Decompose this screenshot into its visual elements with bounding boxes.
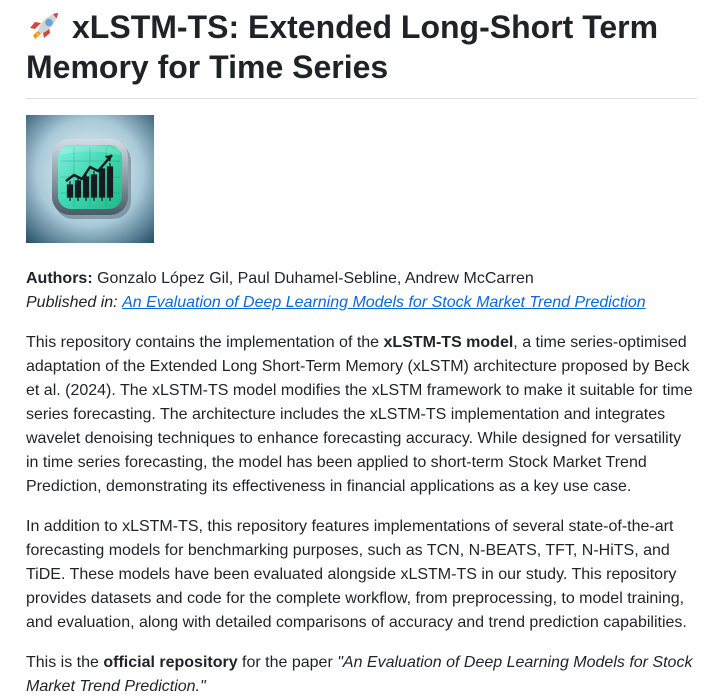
rocket-icon — [26, 10, 62, 42]
official-text-middle: for the paper — [237, 654, 338, 671]
candlestick-chart-app-icon — [26, 115, 154, 243]
page-title — [26, 0, 697, 99]
published-line — [26, 291, 697, 315]
description-text-start: This repository contains the implementation of the — [26, 334, 384, 351]
official-repo-paragraph — [26, 651, 697, 699]
benchmark-paragraph: In addition to xLSTM-TS, this repository features implementations of several state-of-the-art forecasting models for benchmarking purposes, such as TCN, N-BEATS, TFT, N-HiTS, and TiDE. These models have been evaluated alongside xLSTM-TS in our study. This repository provides datasets and code for the complete workflow, from preprocessing, to model training, and evaluation, along with detailed comparisons of accuracy and trend prediction capabilities. — [26, 518, 687, 631]
authors-label: Authors: — [26, 270, 93, 287]
page-title-text: xLSTM-TS: Extended Long-Short Term Memory for Time Series — [26, 9, 659, 85]
readme-content — [26, 0, 697, 699]
official-repository-bold: official repository — [103, 654, 238, 671]
model-name-bold: xLSTM-TS model — [383, 334, 514, 351]
authors-names: Gonzalo López Gil, Paul Duhamel-Sebline, Andrew McCarren — [97, 270, 534, 287]
authors-line — [26, 267, 697, 291]
description-paragraph — [26, 331, 697, 499]
paper-title-italic: "An Evaluation of Deep Learning Models for Stock Market Trend Prediction." — [26, 654, 693, 695]
paper-link[interactable]: An Evaluation of Deep Learning Models for Stock Market Trend Prediction — [122, 294, 646, 311]
official-text-start: This is the — [26, 654, 104, 671]
published-label: Published in: — [26, 294, 118, 311]
paper-meta — [26, 267, 697, 315]
description-text-end: , a time series-optimised adaptation of the Extended Long Short-Term Memory (xLSTM) architecture proposed by Beck et al. (2024). The xLSTM-TS model modifies the xLSTM framework to make it suitable for time series forecasting. The architecture includes the xLSTM-TS implementation and integrates wavelet denoising techniques to enhance forecasting accuracy. While designed for versatility in time series forecasting, the model has been applied to short-term Stock Market Trend Prediction, demonstrating its effectiveness in financial applications as a key use case. — [26, 334, 693, 495]
